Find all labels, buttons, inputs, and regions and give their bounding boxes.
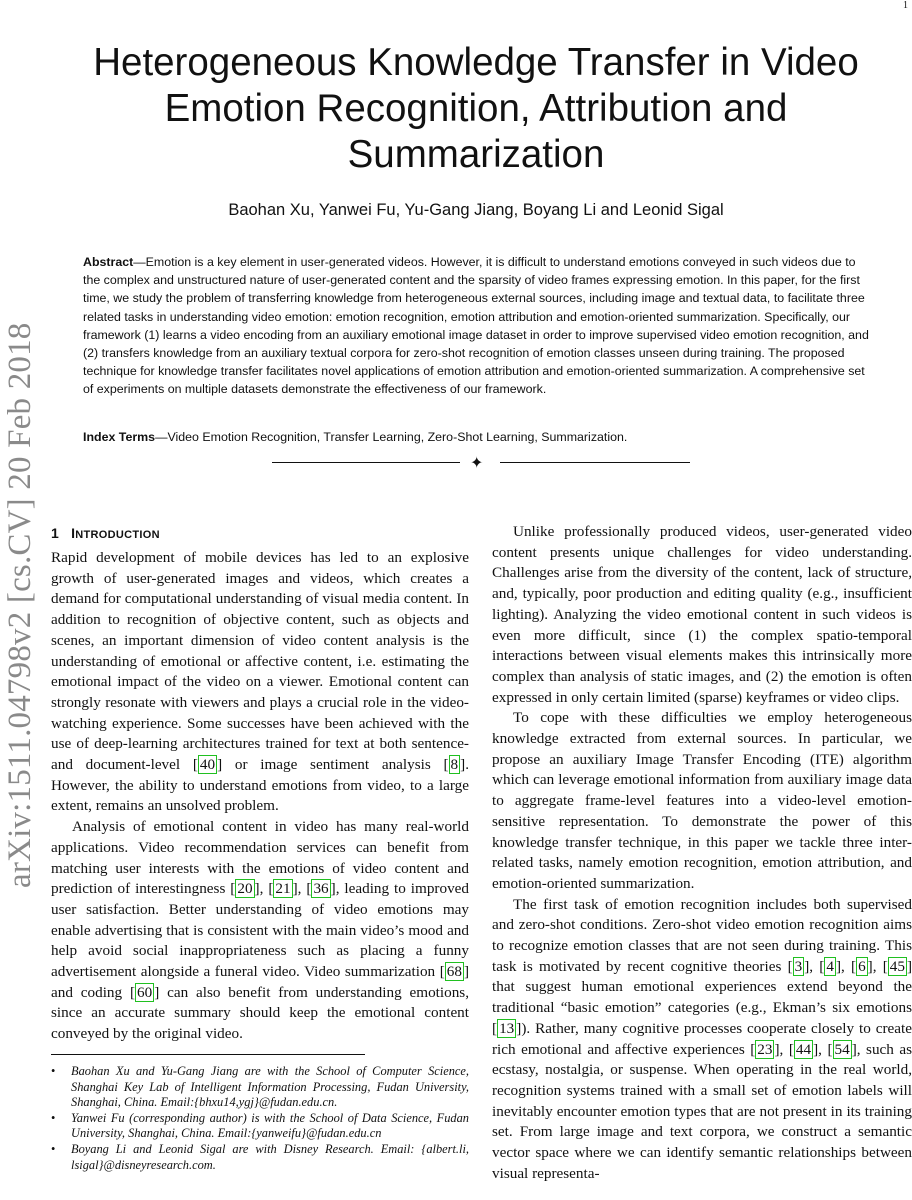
page-number: 1	[903, 0, 908, 11]
citation-link[interactable]: 54	[834, 1040, 850, 1058]
section-heading-introduction	[51, 522, 469, 546]
citation-link[interactable]: 36	[313, 880, 329, 898]
paragraph-text: that suggest human emotional experiences extend beyond the traditional “basic emotion” categories (e.g., Ekman’s six emotions	[492, 978, 912, 1017]
paragraph-text: ,	[818, 1040, 828, 1058]
citation-link[interactable]: 44	[795, 1040, 812, 1058]
section-title-initial: I	[71, 525, 76, 541]
citation-link[interactable]: 23	[757, 1040, 773, 1058]
section-number: 1	[51, 525, 60, 541]
citation-link[interactable]: 68	[446, 963, 462, 981]
paragraph-text: and coding	[51, 983, 130, 1001]
footnote-text: Yanwei Fu (corresponding author) is with the School of Data Science, Fudan University, Shanghai, China. Email:{yanweifu}@fudan.edu.cn	[71, 1110, 469, 1141]
intro-paragraph-4: To cope with these difficulties we employ heterogeneous knowledge extracted from external sources. In particular, we propose an auxiliary Image Transfer Encoding (ITE) algorithm which can leverage emotional information from auxiliary image data to aggregate frame-level features into a video-level emotion-sensitive representation. To demonstrate the power of this knowledge transfer technique, in this paper we tackle three inter-related tasks, namely emotion recognition, emotion attribution, and emotion-oriented summarization.	[492, 709, 912, 892]
citation-link[interactable]: 20	[237, 880, 253, 898]
citation-link[interactable]: 4	[826, 957, 834, 975]
footnote-text: Baohan Xu and Yu-Gang Jiang are with the School of Computer Science, Shanghai Key Lab of Intelligent Information Processing, Fudan University, Shanghai, China. Email:{bhxu14,ygj}@fudan.edu.cn.	[71, 1064, 469, 1110]
paragraph-text: , such as ecstasy, nostalgia, or suspense. When operating in the real world, recognition systems trained with a small set of emotion labels will inevitably encounter emotion types that are not present in its training set. From large image and text corpora, we construct a semantic vector space where we can identify semantic relationships between visual representa-	[492, 1040, 912, 1182]
citation-link[interactable]: 40	[199, 756, 216, 774]
citation-link[interactable]: 21	[275, 880, 291, 898]
author-list: Baohan Xu, Yanwei Fu, Yu-Gang Jiang, Boyang Li and Leonid Sigal	[228, 201, 724, 219]
title-line: Summarization	[347, 133, 605, 176]
separator-diamond-icon: ✦	[470, 453, 484, 472]
footnote-rule	[51, 1054, 365, 1055]
intro-paragraph-5: The first task of emotion recognition includes both supervised and zero-shot conditions. Zero-shot video emotion recognition aims to recognize emotion classes that are not seen during training. This task is motivated by recent cognitive theories [ 3 ], [ 4 ], [ 6 ], [ 45 ] that suggest human emotional experiences extend beyond the traditional “basic emotion” categories (e.g., Ekman’s six emotions [ 13 ]). Rather, many cognitive processes cooperate closely to create rich emotional and affective experiences [ 23 ], [ 44 ], [ 54 ], such as ecstasy, nostalgia, or suspense. When operating in the real world, recognition systems trained with a small set of emotion labels will inevitably encounter emotion types that are not present in its training set. From large image and text corpora, we construct a semantic vector space where we can identify semantic relationships between visual representa-	[492, 895, 912, 1182]
index-terms-label: Index Terms	[83, 430, 156, 444]
paragraph-text: ,	[779, 1040, 789, 1058]
bullet-icon: •	[51, 1064, 56, 1078]
citation-link[interactable]: 13	[499, 1019, 515, 1037]
paragraph-text: ,	[841, 957, 851, 975]
paragraph-text: . However, the ability to understand emotions from video, to a large extent, remains an unsolved problem.	[51, 756, 469, 815]
index-terms	[83, 428, 873, 446]
separator-rule-right	[500, 462, 690, 463]
author-affiliation-footnotes	[51, 1064, 469, 1173]
abstract-text: —Emotion is a key element in user-generated videos. However, it is difficult to understand emotions conveyed in such videos due to the complex and unstructured nature of user-generated content and the sparsity of video frames expressing emotion. In this paper, for the first time, we study the problem of transferring knowledge from heterogeneous external sources, including image and textual data, to facilitate three related tasks in understanding video emotion: emotion recognition, emotion attribution and emotion-oriented summarization. Specifically, our framework (1) learns a video encoding from an auxiliary emotional image dataset in order to improve supervised video emotion recognition, and (2) transfers knowledge from an auxiliary textual corpora for zero-shot recognition of emotion classes unseen during training. The proposed technique for knowledge transfer facilitates novel applications of emotion attribution and emotion-oriented summarization. A comprehensive set of experiments on multiple datasets demonstrate the effectiveness of our framework.	[83, 255, 869, 397]
paragraph-text: ,	[259, 880, 269, 898]
intro-paragraph-2: Analysis of emotional content in video has many real-world applications. Video recommendation services can benefit from matching user interests with the emotions of video content and prediction of interestingness [ 20 ], [ 21 ], [ 36 ], leading to improved user satisfaction. Better understanding of video emotions may enable advertising that is consistent with the main video’s mood and help avoid social inappropriateness such as placing a funny advertisement alongside a funeral video. Video summarization [ 68 ] and coding [ 60 ] can also benefit from understanding emotions, since an accurate summary should keep the emotional content conveyed by the original video.	[51, 818, 469, 1043]
paragraph-text: can also benefit from understanding emotions, since an accurate summary should keep the emotional content conveyed by the original video.	[51, 983, 469, 1043]
citation-link[interactable]: 60	[137, 983, 153, 1001]
paragraph-text: ,	[297, 880, 307, 898]
paragraph-text: or image sentiment analysis	[222, 756, 444, 774]
paragraph-text: ,	[872, 957, 883, 975]
footnote-item	[51, 1064, 469, 1111]
right-column	[492, 522, 912, 1185]
citation-link[interactable]: 8	[450, 756, 459, 774]
citation-link[interactable]: 3	[794, 957, 803, 975]
paragraph-text: ). Rather, many cognitive processes cooperate closely to create rich emotional and affective experiences	[492, 1019, 912, 1058]
arxiv-identifier-watermark: arXiv:1511.04798v2 [cs.CV] 20 Feb 2018	[2, 322, 38, 888]
paragraph-text: ,	[809, 957, 820, 975]
intro-paragraph-3: Unlike professionally produced videos, user-generated video content presents unique challenges for video understanding. Challenges arise from the diversity of the content, lack of structure, and, typically, poor production and editing quality (e.g., insufficient lighting). Analyzing the video emotional content in such videos is even more difficult, since (1) the complex spatio-temporal interactions between visual elements makes this intrinsically more complex than analysis of static images, and (2) the emotion is often expressed in only certain limited (sparse) keyframes or video clips.	[492, 523, 912, 706]
paragraph-text: , leading to improved user satisfaction. Better understanding of video emotions may enable advertising that is consistent with the main video’s mood and help avoid social inappropriateness such as placing a funny advertisement alongside a funeral video. Video summarization	[51, 880, 469, 981]
separator-rule-left	[272, 462, 460, 463]
paragraph-text: The first task of emotion recognition includes both supervised and zero-shot conditions. Zero-shot video emotion recognition aims to recognize emotion classes that are not seen during training. This task is motivated by recent cognitive theories	[492, 895, 912, 975]
footnote-text: Boyang Li and Leonid Sigal are with Disney Research. Email: {albert.li, lsigal}@disneyresearch.com.	[71, 1141, 469, 1172]
footnote-item	[51, 1111, 469, 1142]
abstract	[83, 253, 873, 399]
bullet-icon: •	[51, 1141, 56, 1156]
abstract-label: Abstract	[83, 255, 134, 269]
intro-paragraph-1: Rapid development of mobile devices has led to an explosive growth of user-generated images and videos, which creates a demand for computational understanding of visual media content. In addition to recognition of objective content, such as objects and scenes, an important dimension of video content analysis is the understanding of emotional or affective content, i.e. estimating the emotional impact of the video on a viewer. Emotional content can strongly resonate with viewers and plays a crucial role in the video-watching experience. Some successes have been achieved with the use of deep-learning architectures trained for text at both sentence- and document-level [ 40 ] or image sentiment analysis [ 8 ]. However, the ability to understand emotions from video, to a large extent, remains an unsolved problem.	[51, 549, 469, 815]
index-terms-text: —Video Emotion Recognition, Transfer Learning, Zero-Shot Learning, Summarization.	[155, 430, 628, 444]
title-line: Heterogeneous Knowledge Transfer in Video	[93, 41, 859, 84]
paragraph-text: Rapid development of mobile devices has led to an explosive growth of user-generated images and videos, which creates a demand for computational understanding of visual media content. In addition to recognition of objective content, such as objects and scenes, an important dimension of video content analysis is the understanding of emotional or affective content, i.e. estimating the emotional impact of the video on a viewer. Emotional content can strongly resonate with viewers and plays a crucial role in the video-watching experience. Some successes have been achieved with the use of deep-learning architectures trained for text at both sentence- and document-level	[51, 549, 469, 774]
paragraph-text: Analysis of emotional content in video has many real-world applications. Video recommendation services can benefit from matching user interests with the emotions of video content and prediction of interestingness	[51, 818, 469, 898]
citation-link[interactable]: 45	[889, 957, 905, 975]
footnote-item	[51, 1142, 469, 1173]
title-line: Emotion Recognition, Attribution and	[164, 87, 788, 130]
citation-link[interactable]: 6	[858, 957, 866, 975]
section-title-rest: NTRODUCTION	[75, 529, 160, 541]
bullet-icon: •	[51, 1110, 56, 1125]
paper-title	[60, 40, 892, 178]
left-column	[51, 522, 469, 1045]
